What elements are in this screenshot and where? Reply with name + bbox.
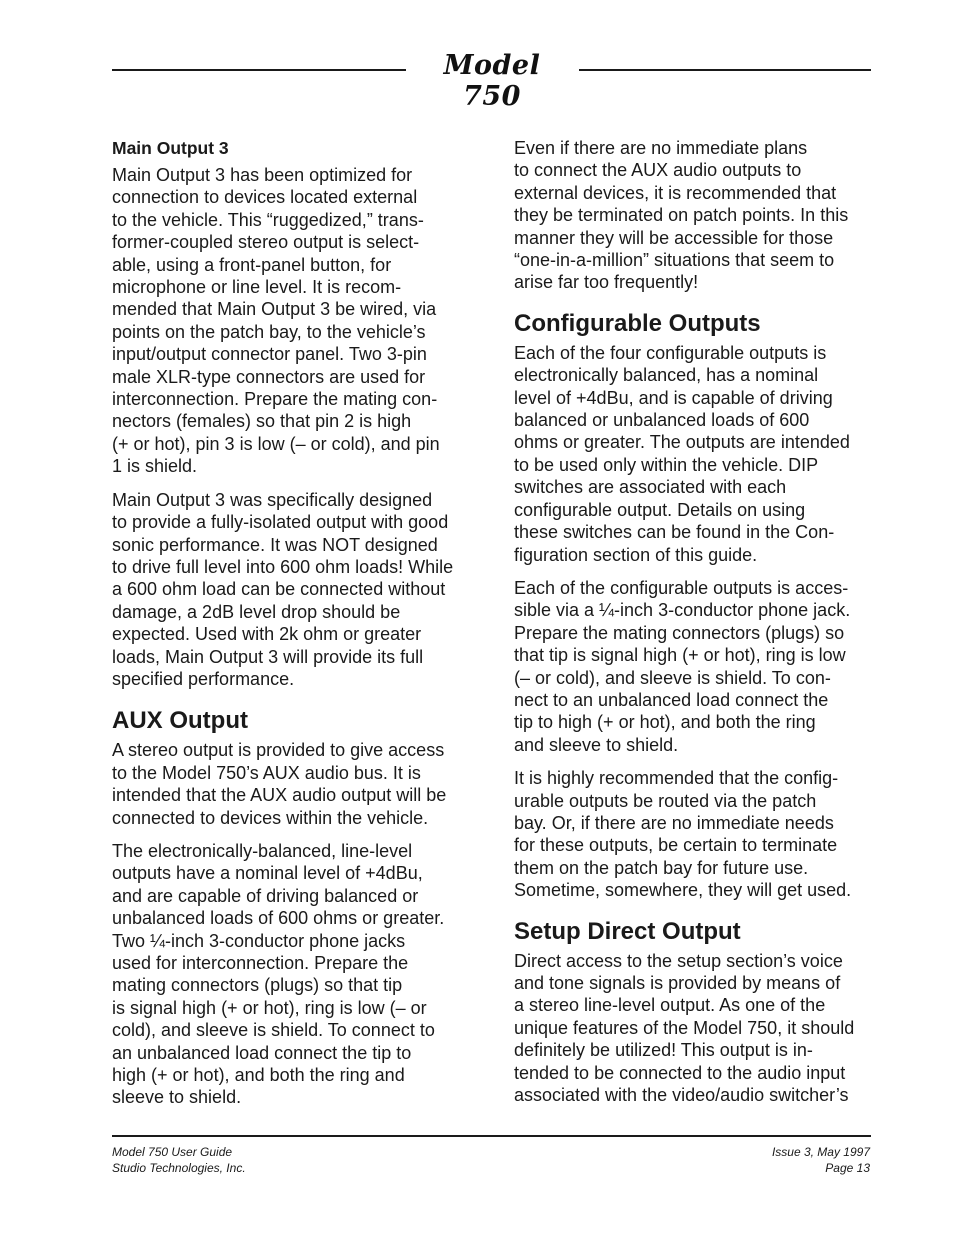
page-header-title: Model 750 xyxy=(443,50,541,112)
footer-document-info: Model 750 User Guide Studio Technologies, Inc. xyxy=(112,1145,246,1175)
header-rule-right xyxy=(579,69,871,71)
configurable-outputs-paragraph: It is highly recommended that the config- urable outputs be routed via the patch bay. Or, if there are no immediate needs for these outputs, be certain to terminate them on the patch bay for future use. Sometime, somewhere, they will get used. xyxy=(514,768,852,901)
header-rule-left xyxy=(112,69,406,71)
setup-direct-output-paragraph: Direct access to the setup section’s voice and tone signals is provided by means of a stereo line-level output. As one of the unique features of the Model 750, it should definitely be utilized! This output is in- tended to be connected to the audio input associated with the video/audio switcher’s xyxy=(514,950,855,1106)
footer-rule xyxy=(112,1135,871,1137)
main-output-3-paragraph: Main Output 3 was specifically designed to provide a fully-isolated output with good sonic performance. It was NOT designed to drive full level into 600 ohm loads! While a 600 ohm load can be connected without damage, a 2dB level drop should be expected. Used with 2k ohm or greater loads, Main Output 3 will provide its full specified performance. xyxy=(112,489,454,689)
aux-output-paragraph: A stereo output is provided to give access to the Model 750’s AUX audio bus. It is intended that the AUX audio output will be connected to devices within the vehicle. xyxy=(112,740,447,828)
configurable-outputs-paragraph: Each of the four configurable outputs is electronically balanced, has a nominal level of +4dBu, and is capable of driving balanced or unbalanced loads of 600 ohms or greater. The outputs are intended to be used only within the vehicle. DIP switches are associated with each configurable output. Details on using these switches can be found in the Con- figuration section of this guide. xyxy=(514,342,850,565)
configurable-outputs-paragraph: Each of the configurable outputs is acces- sible via a ¼-inch 3-conductor phone jack. Prepare the mating connectors (plugs) so that tip is signal high (+ or hot), ring is low (– or cold), and sleeve is shield. To con- nect to an unbalanced load connect the tip to high (+ or hot), and both the ring and sleeve to shield. xyxy=(514,577,851,755)
aux-output-paragraph: The electronically-balanced, line-level outputs have a nominal level of +4dBu, and are capable of driving balanced or unbalanced loads of 600 ohms or greater. Two ¼-inch 3-conductor phone jacks used for interconnection. Prepare the mating connectors (plugs) so that tip is signal high (+ or hot), ring is low (– or cold), and sleeve is shield. To connect to an unbalanced load connect the tip to high (+ or hot), and both the ring and sleeve to shield. xyxy=(112,840,445,1108)
aux-output-heading: AUX Output xyxy=(112,707,248,735)
main-output-3-heading: Main Output 3 xyxy=(112,138,229,158)
setup-direct-output-heading: Setup Direct Output xyxy=(514,917,741,945)
left-column xyxy=(112,137,474,1120)
right-column xyxy=(514,137,876,1117)
main-output-3-paragraph: Main Output 3 has been optimized for connection to devices located external to the vehicle. This “ruggedized,” trans- former-coupled stereo output is select- able, using a front-panel button, for microphone or line level. It is recom- mended that Main Output 3 be wired, via points on the patch bay, to the vehicle’s input/output connector panel. Two 3-pin male XLR-type connectors are used for interconnection. Prepare the mating con- nectors (females) so that pin 2 is high (+ or hot), pin 3 is low (– or cold), and pin 1 is shield. xyxy=(112,165,440,477)
configurable-outputs-heading: Configurable Outputs xyxy=(514,309,761,337)
footer-issue-page: Issue 3, May 1997 Page 13 xyxy=(771,1145,870,1175)
aux-output-continued-paragraph: Even if there are no immediate plans to connect the AUX audio outputs to external devices, it is recommended that they be terminated on patch points. In this manner they will be accessible for those “one-in-a-million” situations that seem to arise far too frequently! xyxy=(514,138,849,293)
